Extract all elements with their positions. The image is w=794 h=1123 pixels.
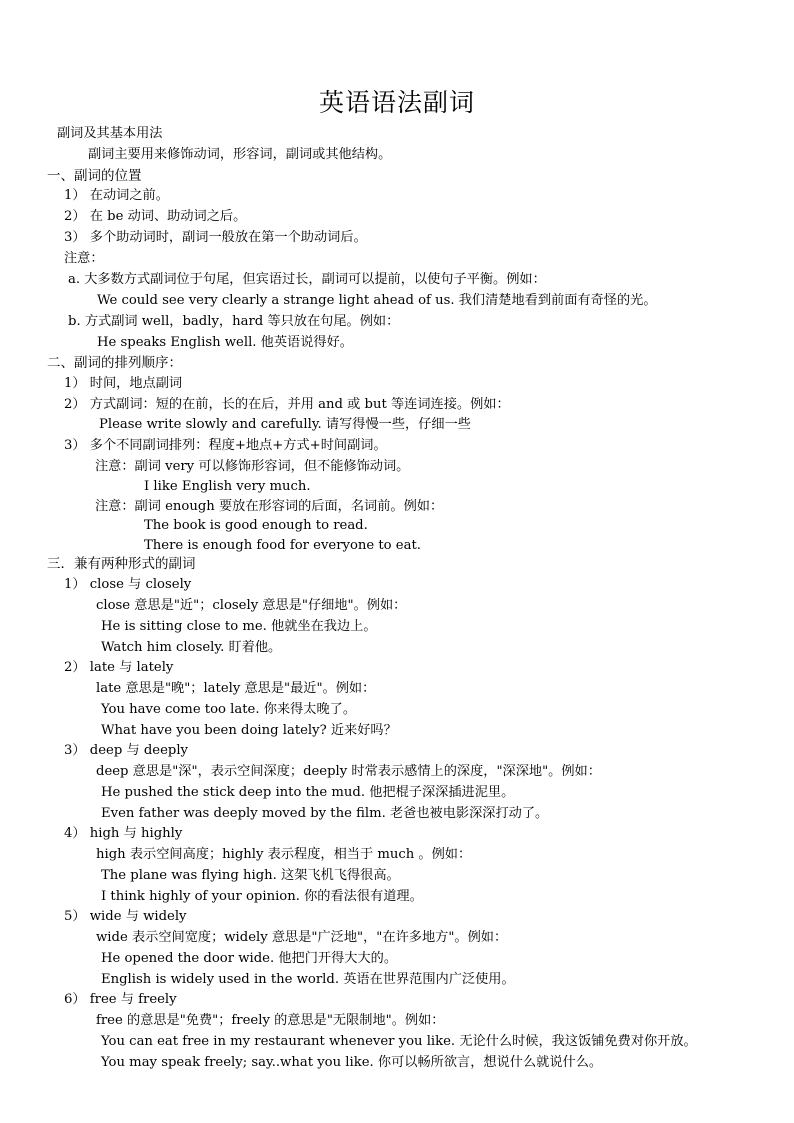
note-item: a. 大多数方式副词位于句尾，但宾语过长，副词可以提前，以使句子平衡。例如：: [68, 272, 546, 287]
note: 注意：副词 enough 要放在形容词的后面，名词前。例如：: [95, 499, 444, 514]
list-item: 1） close 与 closely: [64, 577, 192, 592]
subtitle: 副词及其基本用法: [57, 126, 163, 141]
example: He speaks English well. 他英语说得好。: [97, 335, 353, 350]
note: 注意：: [64, 251, 104, 266]
example: I think highly of your opinion. 你的看法很有道理。: [101, 889, 423, 904]
example: He opened the door wide. 他把门开得大大的。: [101, 951, 398, 966]
explanation: deep 意思是"深"，表示空间深度；deeply 时常表示感情上的深度，"深深地"。例如：: [96, 764, 601, 779]
example: We could see very clearly a strange light ahead of us. 我们清楚地看到前面有奇怪的光。: [97, 293, 657, 308]
section-heading: 二、副词的排列顺序：: [47, 355, 182, 371]
page-title: 英语语法副词: [318, 88, 475, 117]
list-item: 4） high 与 highly: [64, 826, 183, 841]
example: You can eat free in my restaurant whenever you like. 无论什么时候，我这饭铺免费对你开放。: [101, 1034, 697, 1049]
example: The book is good enough to read.: [144, 518, 368, 533]
explanation: late 意思是"晚"；lately 意思是"最近"。例如：: [96, 681, 376, 696]
note-item: b. 方式副词 well，badly，hard 等只放在句尾。例如：: [68, 314, 400, 329]
intro: 副词主要用来修饰动词，形容词，副词或其他结构。: [88, 147, 392, 162]
example: He is sitting close to me. 他就坐在我边上。: [101, 619, 377, 634]
explanation: wide 表示空间宽度；widely 意思是"广泛地"，"在许多地方"。例如：: [96, 930, 508, 945]
list-item: 3） 多个助动词时，副词一般放在第一个助动词后。: [64, 230, 367, 245]
example: What have you been doing lately? 近来好吗？: [101, 723, 397, 738]
example: Watch him closely. 盯着他。: [101, 640, 282, 655]
example: Even father was deeply moved by the film. 老爸也被电影深深打动了。: [101, 806, 549, 821]
section-heading: 一、副词的位置: [47, 168, 142, 184]
list-item: 2） late 与 lately: [64, 660, 174, 675]
list-item: 2） 在 be 动词、助动词之后。: [64, 209, 247, 224]
example: You may speak freely; say..what you like. 你可以畅所欲言，想说什么就说什么。: [101, 1055, 603, 1070]
example: There is enough food for everyone to eat.: [144, 538, 421, 553]
explanation: free 的意思是"免费"；freely 的意思是"无限制地"。例如：: [96, 1013, 445, 1028]
list-item: 3） deep 与 deeply: [64, 743, 188, 758]
list-item: 5） wide 与 widely: [64, 909, 187, 924]
list-item: 6） free 与 freely: [64, 992, 177, 1007]
example: The plane was flying high. 这架飞机飞得很高。: [101, 868, 400, 883]
example: Please write slowly and carefully. 请写得慢一些，仔细一些: [99, 417, 471, 432]
section-heading: 三．兼有两种形式的副词: [47, 556, 196, 572]
list-item: 3） 多个不同副词排列：程度+地点+方式+时间副词。: [64, 438, 387, 453]
example: He pushed the stick deep into the mud. 他把棍子深深插进泥里。: [101, 785, 515, 800]
example: I like English very much.: [144, 479, 311, 494]
list-item: 2） 方式副词：短的在前，长的在后，并用 and 或 but 等连词连接。例如：: [64, 397, 510, 412]
example: You have come too late. 你来得太晚了。: [101, 702, 357, 717]
note: 注意：副词 very 可以修饰形容词，但不能修饰动词。: [95, 459, 410, 474]
explanation: high 表示空间高度；highly 表示程度，相当于 much 。例如：: [96, 847, 472, 862]
list-item: 1） 在动词之前。: [64, 188, 169, 203]
explanation: close 意思是"近"；closely 意思是"仔细地"。例如：: [96, 598, 407, 613]
list-item: 1） 时间，地点副词: [64, 376, 183, 391]
example: English is widely used in the world. 英语在世界范围内广泛使用。: [101, 972, 515, 987]
